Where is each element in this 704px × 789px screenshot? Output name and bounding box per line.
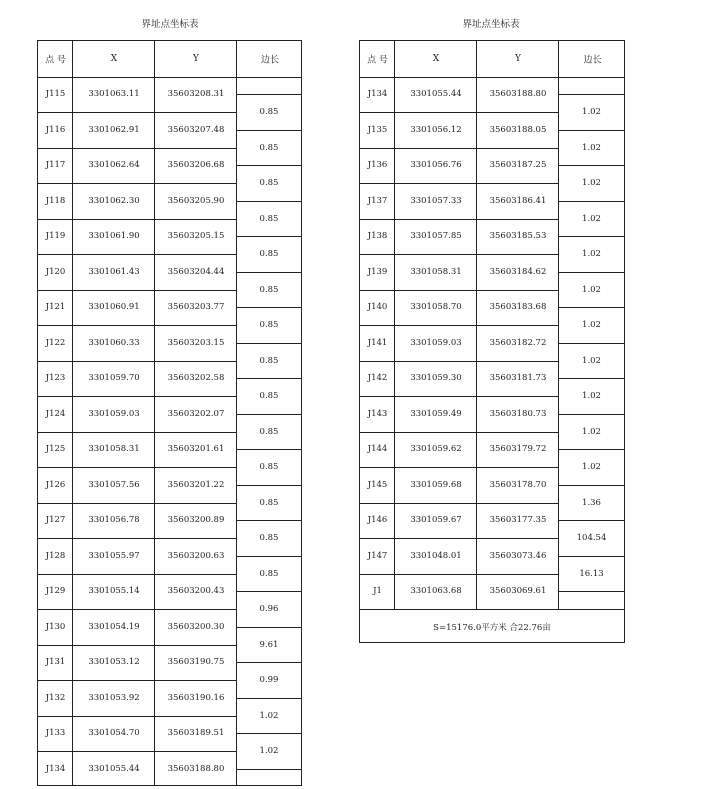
right-side-length-value: 1.02: [582, 462, 601, 472]
left-x-value-cell: 3301057.56: [88, 479, 140, 490]
left-x-value-cell: 3301053.92: [88, 692, 140, 703]
left-y-value-cell: 35603201.61: [167, 444, 225, 455]
left-length-divider: [236, 272, 302, 273]
left-row-divider: [38, 538, 236, 539]
left-side-length-value: 0.85: [259, 462, 279, 472]
right-side-length-value: 1.02: [582, 355, 601, 366]
left-side-length-value: 0.85: [259, 391, 279, 401]
left-y-value-cell: 35603200.43: [167, 586, 225, 597]
right-y-value-cell: 35603073.46: [489, 550, 547, 561]
left-x-coordinate-header: X: [110, 53, 118, 64]
right-length-divider: [558, 520, 625, 521]
left-x-value-cell: 3301054.19: [88, 621, 140, 632]
right-side-length-value: 1.02: [582, 213, 601, 224]
right-point-id-cell: J141: [367, 337, 388, 348]
right-length-divider: [558, 591, 625, 592]
left-side-length-value: 0.85: [259, 355, 279, 366]
left-length-divider: [236, 165, 302, 166]
left-row-divider: [38, 219, 236, 220]
left-y-coordinate-header: Y: [193, 53, 199, 64]
left-coordinate-table: [37, 40, 302, 786]
left-y-value-cell: 35603205.90: [167, 195, 225, 206]
right-side-length-value: 1.02: [582, 426, 601, 437]
right-row-divider: [360, 396, 558, 397]
left-length-divider: [236, 485, 302, 486]
left-point-id-cell: J132: [45, 692, 66, 703]
left-side-length-value: 9.61: [259, 639, 279, 650]
right-row-divider: [360, 183, 558, 184]
right-y-coordinate-header: Y: [515, 53, 521, 64]
left-row-divider: [38, 290, 236, 291]
left-side-length-value: 0.85: [259, 142, 279, 153]
left-row-divider: [38, 645, 236, 646]
right-y-value-cell: 35603184.62: [489, 266, 547, 277]
right-length-divider: [558, 201, 625, 202]
left-side-length-value: 0.85: [259, 426, 279, 437]
left-y-value-cell: 35603190.75: [167, 657, 225, 668]
left-x-value-cell: 3301062.30: [88, 195, 140, 206]
left-y-value-cell: 35603207.48: [167, 124, 225, 135]
left-header-divider: [38, 77, 301, 78]
left-row-divider: [38, 716, 236, 717]
right-row-divider: [360, 148, 558, 149]
right-length-divider: [558, 130, 625, 131]
right-point-id-cell: J146: [367, 515, 388, 526]
right-point-id-cell: J1: [373, 586, 382, 597]
left-x-value-cell: 3301062.64: [88, 160, 140, 171]
left-row-divider: [38, 112, 236, 113]
left-x-value-cell: 3301063.11: [88, 89, 140, 100]
right-x-value-cell: 3301063.68: [410, 586, 462, 597]
right-coordinate-table: [359, 40, 625, 643]
right-point-id-cell: J139: [367, 266, 388, 277]
left-row-divider: [38, 751, 236, 752]
left-point-id-cell: J129: [45, 586, 66, 597]
right-length-divider: [558, 272, 625, 273]
left-row-divider: [38, 432, 236, 433]
left-x-value-cell: 3301056.78: [88, 515, 140, 526]
right-point-id-cell: J145: [367, 479, 388, 490]
right-length-divider: [558, 414, 625, 415]
right-x-value-cell: 3301059.30: [410, 373, 462, 384]
right-side-length-value: 1.02: [582, 107, 601, 117]
right-y-value-cell: 35603183.68: [489, 302, 547, 313]
left-x-value-cell: 3301055.44: [88, 763, 140, 774]
left-row-divider: [38, 183, 236, 184]
right-length-divider: [558, 307, 625, 308]
left-length-divider: [236, 733, 302, 734]
left-side-length-value: 1.02: [259, 710, 279, 721]
right-x-coordinate-header: X: [432, 53, 440, 64]
left-point-id-cell: J116: [45, 124, 66, 135]
right-y-value-cell: 35603179.72: [489, 444, 547, 455]
left-table-title: 界址点坐标表: [141, 19, 199, 30]
area-summary: S=15176.0平方米 合22.76亩: [433, 622, 551, 633]
right-row-divider: [360, 467, 558, 468]
left-y-value-cell: 35603202.07: [167, 408, 225, 419]
right-x-value-cell: 3301056.12: [410, 124, 462, 135]
left-x-value-cell: 3301060.91: [88, 302, 140, 313]
right-point-number-header: 点 号: [367, 55, 388, 66]
left-y-value-cell: 35603201.22: [167, 479, 225, 490]
right-length-divider: [558, 485, 625, 486]
right-y-value-cell: 35603180.73: [489, 408, 547, 419]
right-side-length-value: 16.13: [579, 568, 604, 579]
left-point-id-cell: J131: [45, 657, 66, 668]
right-x-value-cell: 3301057.33: [410, 195, 462, 206]
right-x-value-cell: 3301048.01: [410, 550, 462, 561]
left-row-divider: [38, 254, 236, 255]
left-point-id-cell: J119: [45, 231, 66, 242]
left-point-id-cell: J128: [45, 550, 66, 561]
left-length-divider: [236, 449, 302, 450]
left-x-value-cell: 3301060.33: [88, 337, 140, 348]
right-row-divider: [360, 290, 558, 291]
right-side-length-header: 边长: [583, 55, 602, 66]
right-x-value-cell: 3301055.44: [410, 89, 462, 100]
left-point-id-cell: J130: [45, 621, 66, 632]
right-row-divider: [360, 112, 558, 113]
right-length-divider: [558, 165, 625, 166]
right-point-id-cell: J143: [367, 408, 388, 419]
left-point-id-cell: J117: [45, 160, 66, 171]
left-point-id-cell: J133: [45, 728, 66, 739]
right-length-divider: [558, 94, 625, 95]
right-length-divider: [558, 236, 625, 237]
right-point-id-cell: J135: [367, 124, 388, 135]
left-y-value-cell: 35603200.89: [167, 515, 225, 526]
right-x-value-cell: 3301058.70: [410, 302, 462, 313]
left-length-divider: [236, 627, 302, 628]
right-y-value-cell: 35603182.72: [489, 337, 547, 348]
left-x-value-cell: 3301061.90: [88, 231, 140, 242]
right-point-id-cell: J138: [367, 231, 388, 242]
right-x-value-cell: 3301058.31: [410, 266, 462, 277]
left-point-id-cell: J127: [45, 515, 66, 526]
left-x-value-cell: 3301053.12: [88, 657, 140, 668]
right-y-value-cell: 35603185.53: [489, 231, 547, 242]
left-side-length-value: 0.85: [259, 213, 279, 224]
right-row-divider: [360, 538, 558, 539]
left-side-length-value: 0.85: [259, 178, 279, 188]
left-y-value-cell: 35603203.15: [167, 337, 225, 348]
left-row-divider: [38, 680, 236, 681]
right-length-divider: [558, 556, 625, 557]
left-side-length-value: 0.85: [259, 107, 279, 117]
right-side-length-value: 1.02: [582, 249, 601, 259]
left-x-value-cell: 3301058.31: [88, 444, 140, 455]
right-row-divider: [360, 219, 558, 220]
right-y-value-cell: 35603177.35: [489, 515, 547, 526]
left-point-id-cell: J123: [45, 373, 66, 384]
left-point-id-cell: J121: [45, 302, 66, 313]
left-side-length-value: 0.85: [259, 568, 279, 579]
right-footer-divider: [360, 609, 624, 610]
left-length-divider: [236, 556, 302, 557]
left-x-value-cell: 3301061.43: [88, 266, 140, 277]
right-y-value-cell: 35603188.05: [489, 124, 547, 135]
left-side-length-value: 0.85: [259, 320, 279, 330]
left-side-length-value: 0.85: [259, 533, 279, 543]
right-row-divider: [360, 325, 558, 326]
left-row-divider: [38, 148, 236, 149]
right-row-divider: [360, 574, 558, 575]
right-row-divider: [360, 361, 558, 362]
left-side-length-value: 0.99: [259, 675, 279, 685]
right-side-length-value: 1.02: [582, 284, 601, 295]
right-side-length-value: 1.02: [582, 320, 601, 330]
left-side-length-value: 0.96: [259, 604, 279, 614]
left-point-id-cell: J122: [45, 337, 66, 348]
right-x-value-cell: 3301059.67: [410, 515, 462, 526]
right-header-divider: [360, 77, 624, 78]
right-point-id-cell: J136: [367, 160, 388, 171]
left-y-value-cell: 35603189.51: [167, 728, 225, 739]
right-length-divider: [558, 378, 625, 379]
left-point-id-cell: J126: [45, 479, 66, 490]
left-length-divider: [236, 378, 302, 379]
right-point-id-cell: J142: [367, 373, 388, 384]
right-side-length-value: 1.02: [582, 178, 601, 188]
right-length-divider: [558, 343, 625, 344]
left-length-divider: [236, 201, 302, 202]
left-x-value-cell: 3301055.97: [88, 550, 140, 561]
left-row-divider: [38, 609, 236, 610]
left-length-divider: [236, 698, 302, 699]
right-point-id-cell: J134: [367, 89, 388, 100]
left-y-value-cell: 35603205.15: [167, 231, 225, 242]
right-side-length-value: 1.36: [582, 497, 601, 508]
left-x-value-cell: 3301062.91: [88, 124, 140, 135]
left-length-divider: [236, 130, 302, 131]
left-y-value-cell: 35603203.77: [167, 302, 225, 313]
left-x-value-cell: 3301054.70: [88, 728, 140, 739]
left-length-divider: [236, 414, 302, 415]
left-point-id-cell: J125: [45, 444, 66, 455]
right-point-id-cell: J144: [367, 444, 388, 455]
left-x-value-cell: 3301059.70: [88, 373, 140, 384]
left-y-value-cell: 35603206.68: [167, 160, 225, 171]
left-y-value-cell: 35603200.63: [167, 550, 225, 561]
left-side-length-value: 0.85: [259, 284, 279, 295]
right-point-id-cell: J147: [367, 550, 388, 561]
right-side-length-value: 1.02: [582, 142, 601, 153]
left-y-value-cell: 35603204.44: [167, 266, 225, 277]
left-y-value-cell: 35603202.58: [167, 373, 225, 384]
left-row-divider: [38, 503, 236, 504]
right-length-divider: [558, 449, 625, 450]
right-y-value-cell: 35603181.73: [489, 373, 547, 384]
right-x-value-cell: 3301056.76: [410, 160, 462, 171]
left-row-divider: [38, 574, 236, 575]
left-side-length-value: 1.02: [259, 746, 279, 756]
left-point-id-cell: J124: [45, 408, 66, 419]
left-length-divider: [236, 591, 302, 592]
right-x-value-cell: 3301059.49: [410, 408, 462, 419]
left-length-divider: [236, 520, 302, 521]
right-y-value-cell: 35603187.25: [489, 160, 547, 171]
left-point-id-cell: J115: [45, 89, 66, 100]
right-row-divider: [360, 432, 558, 433]
right-x-value-cell: 3301059.62: [410, 444, 462, 455]
right-x-value-cell: 3301059.68: [410, 479, 462, 490]
left-length-divider: [236, 307, 302, 308]
left-point-number-header: 点 号: [45, 55, 66, 66]
right-x-value-cell: 3301059.03: [410, 337, 462, 348]
left-point-id-cell: J134: [45, 763, 66, 774]
left-side-length-header: 边长: [260, 55, 279, 66]
left-length-divider: [236, 94, 302, 95]
right-point-id-cell: J140: [367, 302, 388, 313]
left-y-value-cell: 35603200.30: [167, 621, 225, 632]
left-side-length-value: 0.85: [259, 497, 279, 508]
left-point-id-cell: J120: [45, 266, 66, 277]
right-table-title: 界址点坐标表: [462, 19, 520, 30]
left-length-divider: [236, 343, 302, 344]
right-row-divider: [360, 254, 558, 255]
right-y-value-cell: 35603178.70: [489, 479, 547, 490]
right-point-id-cell: J137: [367, 195, 388, 206]
right-x-value-cell: 3301057.85: [410, 231, 462, 242]
left-length-divider: [236, 236, 302, 237]
left-row-divider: [38, 361, 236, 362]
right-row-divider: [360, 503, 558, 504]
left-length-divider: [236, 769, 302, 770]
right-y-value-cell: 35603186.41: [489, 195, 547, 206]
left-row-divider: [38, 467, 236, 468]
left-x-value-cell: 3301059.03: [88, 408, 140, 419]
left-y-value-cell: 35603208.31: [167, 89, 225, 100]
left-row-divider: [38, 396, 236, 397]
right-y-value-cell: 35603069.61: [489, 586, 547, 597]
left-y-value-cell: 35603188.80: [167, 763, 225, 774]
left-length-divider: [236, 662, 302, 663]
right-side-length-value: 1.02: [582, 391, 601, 401]
left-y-value-cell: 35603190.16: [167, 692, 225, 703]
left-x-value-cell: 3301055.14: [88, 586, 140, 597]
right-y-value-cell: 35603188.80: [489, 89, 547, 100]
left-row-divider: [38, 325, 236, 326]
right-side-length-value: 104.54: [576, 533, 607, 543]
left-side-length-value: 0.85: [259, 249, 279, 259]
left-point-id-cell: J118: [45, 195, 66, 206]
